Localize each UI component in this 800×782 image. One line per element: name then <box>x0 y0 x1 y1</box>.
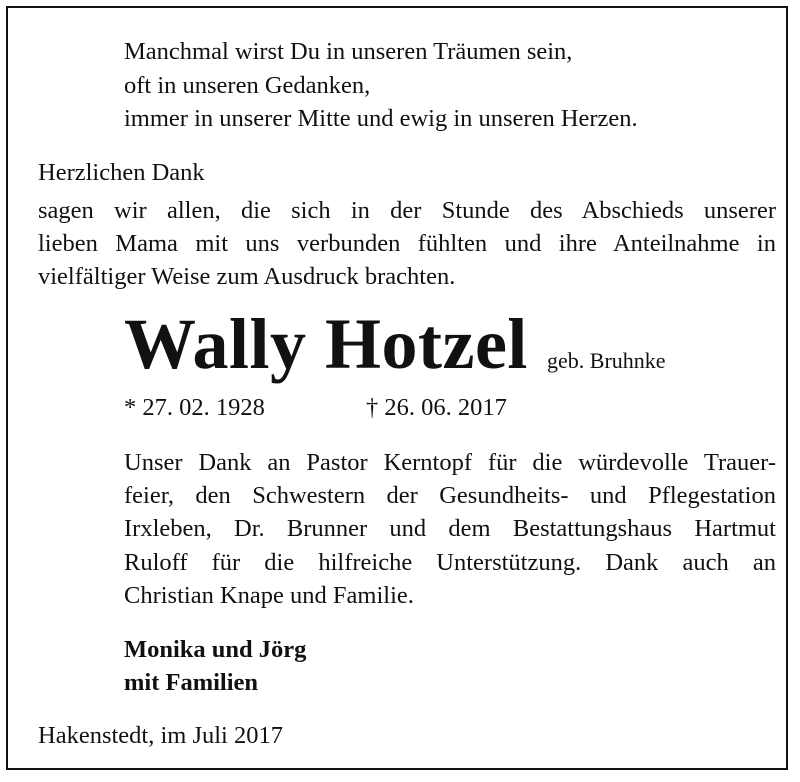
acknowledgement-line-3: Irxleben, Dr. Brunner und dem Bestattungshaus Hartmut <box>124 515 776 542</box>
thanks-heading: Herzlichen Dank <box>38 159 205 186</box>
poem-line-2: oft in unseren Gedanken, <box>124 72 371 99</box>
thanks-text-line-2: lieben Mama mit uns verbunden fühlten und ihre Anteilnahme in <box>38 230 776 257</box>
signatory-line-1: Monika und Jörg <box>124 636 307 663</box>
poem-line-1: Manchmal wirst Du in unseren Träumen sein, <box>124 38 573 65</box>
thanks-text-line-3: vielfältiger Weise zum Ausdruck brachten. <box>38 263 456 290</box>
deceased-name: Wally Hotzel <box>124 304 528 384</box>
birth-name: geb. Bruhnke <box>547 348 666 373</box>
poem-line-3: immer in unserer Mitte und ewig in unseren Herzen. <box>124 105 638 132</box>
acknowledgement-line-2: feier, den Schwestern der Gesundheits- und Pflegestation <box>124 482 776 509</box>
thanks-text-line-1: sagen wir allen, die sich in der Stunde des Abschieds unserer <box>38 197 776 224</box>
place-date: Hakenstedt, im Juli 2017 <box>38 722 283 749</box>
acknowledgement-line-1: Unser Dank an Pastor Kerntopf für die würdevolle Trauer- <box>124 449 776 476</box>
acknowledgement-line-5: Christian Knape und Familie. <box>124 582 414 609</box>
birth-date: * 27. 02. 1928 <box>124 394 265 421</box>
signatory-line-2: mit Familien <box>124 669 259 696</box>
death-date: † 26. 06. 2017 <box>366 394 507 421</box>
acknowledgement-line-4: Ruloff für die hilfreiche Unterstützung. Dank auch an <box>124 549 776 576</box>
obituary-notice <box>6 6 788 770</box>
